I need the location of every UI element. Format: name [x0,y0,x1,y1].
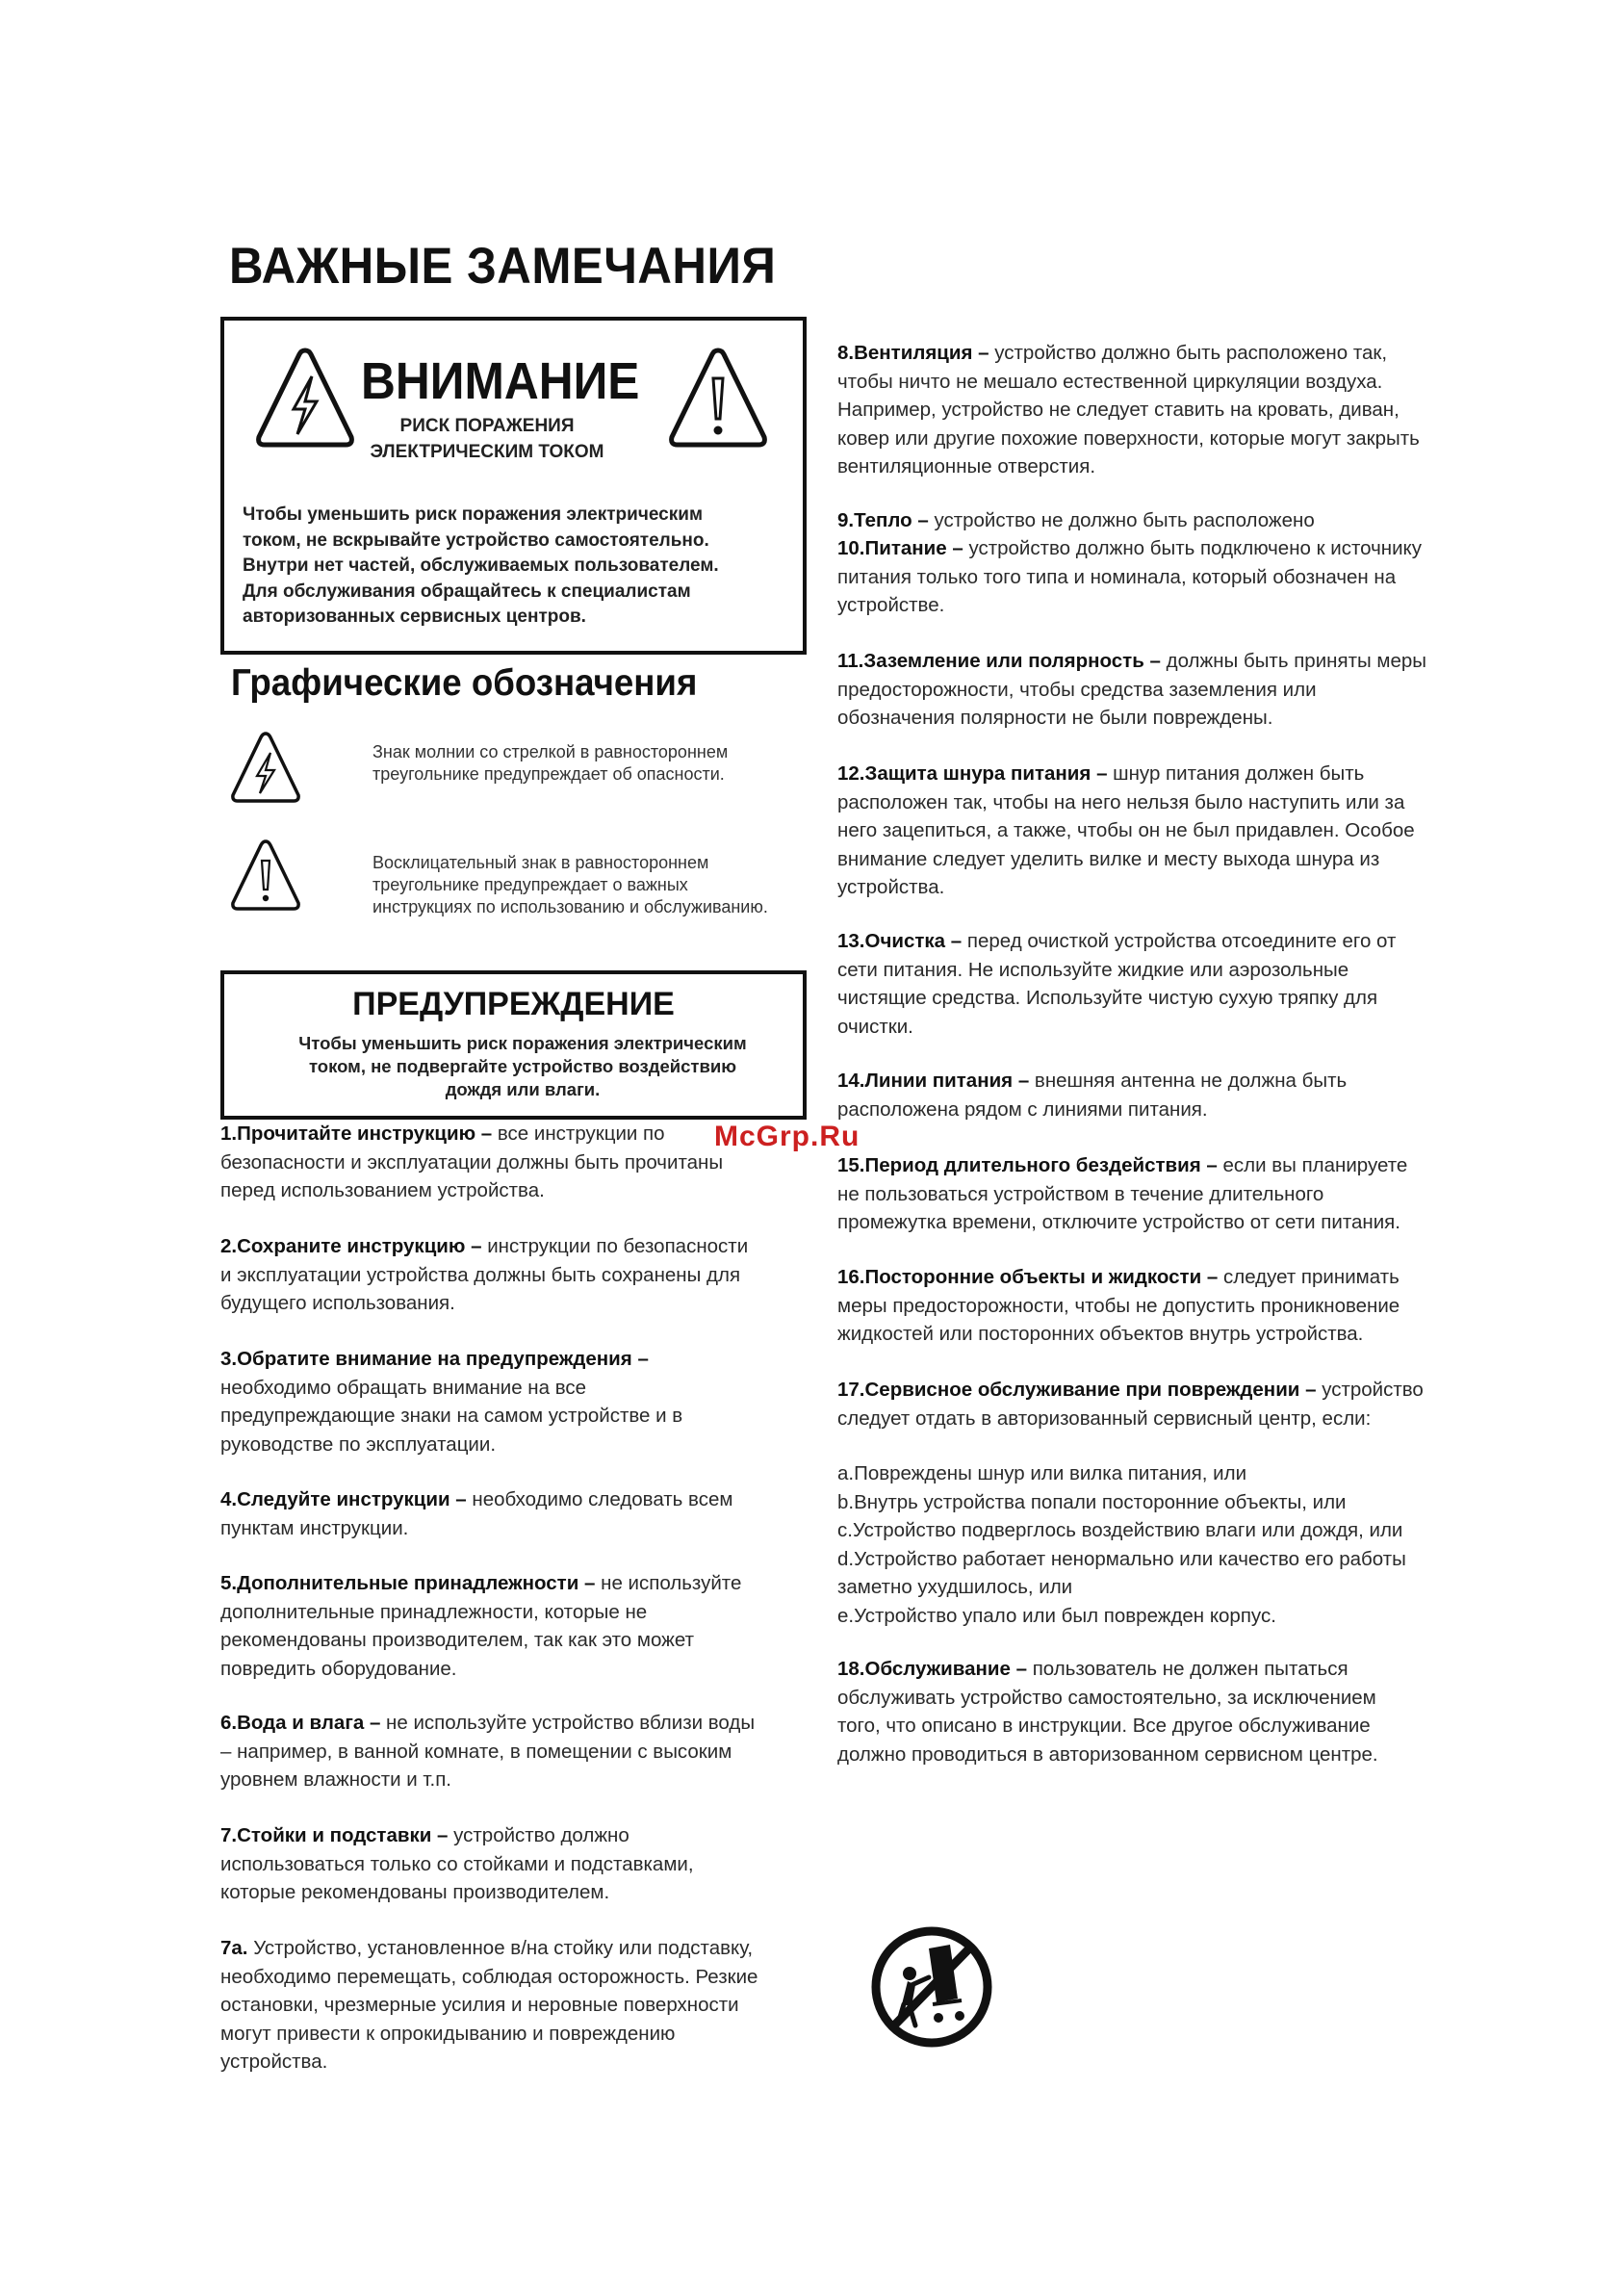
instruction-text: и эксплуатации устройства должны быть сохранены для будущего использования. [220,1263,741,1314]
instruction-text: – например, в ванной комнате, в помещении с высоким уровнем влажности и т.п. [220,1740,732,1791]
caution-box [220,970,807,1120]
cart-tip-over-warning-icon [869,1923,994,2051]
instruction-text: если вы планируете [1217,1154,1408,1176]
instruction-item [837,534,1511,620]
instruction-text: все инструкции по [492,1122,665,1145]
instruction-heading: 12.Защита шнура питания – [837,762,1108,785]
instruction-text: необходимо обращать внимание на все предупреждающие знаки на самом устройстве и в руководстве по эксплуатации. [220,1376,683,1456]
instruction-item [837,339,1511,481]
instruction-text: следует отдать в авторизованный сервисный центр, если: [837,1406,1372,1430]
instruction-heading: 10.Питание – [837,537,963,559]
instruction-text: внешняя антенна не должна быть [1029,1070,1348,1092]
instruction-heading: 7a. [220,1937,248,1959]
page-title: ВАЖНЫЕ ЗАМЕЧАНИЯ [229,238,777,295]
instruction-text: шнур питания должен быть [1107,762,1365,785]
instruction-text: не используйте устройство вблизи воды [380,1712,756,1734]
instruction-text: расположена рядом с линиями питания. [837,1097,1208,1121]
instruction-heading: 7.Стойки и подставки – [220,1824,449,1846]
instruction-text: меры предосторожности, чтобы не допустить проникновение жидкостей или посторонних объектов внутрь устройства. [837,1294,1400,1345]
instruction-text: обслуживать устройство самостоятельно, за исключением того, что описано в инструкции. Все другое обслуживание должно проводиться в авторизованном сервисном центре. [837,1686,1378,1766]
instruction-text: перед очисткой устройства отсоедините его от [962,930,1397,952]
instruction-heading: 16.Посторонние объекты и жидкости – [837,1266,1219,1288]
instruction-text: не пользоваться устройством в течение длительного промежутка времени, отключите устройство от сети питания. [837,1182,1400,1233]
instruction-text: необходимо перемещать, соблюдая осторожность. Резкие остановки, чрезмерные усилия и неровные поверхности могут привести к опрокидыванию и повреждению устройства. [220,1965,758,2073]
instruction-heading: 17.Сервисное обслуживание при повреждении – [837,1379,1317,1401]
instruction-heading: 14.Линии питания – [837,1070,1030,1092]
instruction-text: безопасности и эксплуатации должны быть прочитаны перед использованием устройства. [220,1150,724,1201]
instruction-text: сети питания. Не используйте жидкие или аэрозольные чистящие средства. Используйте чистую сухую тряпку для очистки. [837,958,1378,1038]
warning-box [220,317,807,655]
caution-body: Чтобы уменьшить риск поражения электрическим током, не подвергайте устройство воздействию дождя или влаги. [298,1033,747,1099]
instruction-text: устройство должно [448,1824,629,1846]
caution-title: ПРЕДУПРЕЖДЕНИЕ [352,986,675,1022]
instruction-text: устройство должно быть расположено так, [989,342,1388,364]
warning-subtitle: РИСК ПОРАЖЕНИЯ ЭЛЕКТРИЧЕСКИМ ТОКОМ [370,416,604,462]
instruction-item [220,1232,817,1318]
instruction-heading: 8.Вентиляция – [837,342,989,364]
instruction-text: чтобы ничто не мешало естественной циркуляции воздуха. Например, устройство не следует ставить на кровать, диван, ковер или другие похожие поверхности, которые могут закрыть вентиляционные отверстия. [837,370,1420,477]
instruction-text: устройство не должно быть расположено [928,509,1315,531]
exclamation-symbol-description: Восклицательный знак в равностороннем треугольнике предупреждает о важных инструкциях по использованию и обслуживанию. [372,853,768,916]
instruction-item [837,927,1511,1041]
damage-conditions-list [837,1459,1511,1630]
instruction-text: инструкции по безопасности [481,1235,749,1257]
warning-body: Чтобы уменьшить риск поражения электрическим током, не вскрывайте устройство самостоятельно. Внутри нет частей, обслуживаемых пользователем. Для обслуживания обращайтесь к специалистам авторизованных сервисных центров. [243,504,719,627]
instruction-heading: 9.Тепло – [837,509,929,531]
instruction-item [837,647,1511,733]
graphic-symbols-title: Графические обозначения [231,662,698,704]
instruction-item [837,1263,1511,1349]
exclamation-triangle-icon [668,346,768,451]
instruction-text: расположен так, чтобы на него нельзя было наступить или за него зацепиться, а также, чтобы он не был придавлен. Особое внимание следует уделить вилке и месту выхода шнура из устройства. [837,790,1415,898]
instruction-text: пользователь не должен пытаться [1027,1658,1348,1680]
instruction-item [220,1345,817,1458]
instruction-text: необходимо следовать всем [466,1488,733,1510]
instruction-text: предосторожности, чтобы средства заземления или обозначения полярности не были повреждены. [837,678,1317,729]
instruction-text: устройство должно быть подключено к источнику [963,537,1422,559]
instruction-heading: 15.Период длительного бездействия – [837,1154,1218,1176]
lightning-triangle-icon [255,346,355,451]
instruction-item [837,506,1511,535]
instruction-heading: 4.Следуйте инструкции – [220,1488,467,1510]
exclamation-triangle-icon [230,838,301,915]
instruction-item [220,1709,817,1794]
instruction-item [220,1485,817,1542]
instruction-item [220,1821,817,1907]
instruction-heading: 3.Обратите внимание на предупреждения – [220,1348,649,1370]
lightning-triangle-icon [230,730,301,807]
instruction-text: следует принимать [1218,1266,1400,1288]
instruction-text: Устройство, установленное в/на стойку или подставку, [247,1937,754,1959]
instruction-item [837,1376,1511,1432]
instruction-text: должны быть приняты меры [1160,650,1427,672]
instruction-text: питания только того типа и номинала, который обозначен на устройстве. [837,565,1397,616]
instruction-text: устройство [1316,1379,1424,1401]
instruction-text: b.Внутрь устройства попали посторонние объекты, или c.Устройство подверглось воздействию влаги или дождя, или d.Устройство работает ненормально или качество его работы заметно ухудшилось, или e.Устройство упало или был поврежден корпус. [837,1490,1406,1627]
instruction-heading: 2.Сохраните инструкцию – [220,1235,482,1257]
instruction-item [837,760,1511,902]
instruction-text: дополнительные принадлежности, которые не рекомендованы производителем, так как это может повредить оборудование. [220,1600,694,1680]
instruction-heading: 6.Вода и влага – [220,1712,381,1734]
instruction-item [837,1151,1511,1237]
instruction-heading: 13.Очистка – [837,930,963,952]
instruction-heading: 1.Прочитайте инструкцию – [220,1122,493,1145]
instruction-item [220,1569,817,1683]
warning-title: ВНИМАНИЕ [361,352,640,410]
instruction-text: a.Повреждены шнур или вилка питания, или [837,1462,1247,1484]
instruction-item [220,1934,817,2077]
lightning-symbol-description: Знак молнии со стрелкой в равностороннем треугольнике предупреждает об опасности. [372,742,729,784]
instruction-heading: 11.Заземление или полярность – [837,650,1161,672]
instruction-item [837,1067,1511,1123]
instruction-text: не используйте [595,1572,742,1594]
watermark-text: McGrp.Ru [714,1121,860,1152]
instruction-text: пунктам инструкции. [220,1516,409,1539]
instruction-text: использоваться только со стойками и подставками, которые рекомендованы производителем. [220,1852,694,1903]
instruction-heading: 18.Обслуживание – [837,1658,1027,1680]
instruction-heading: 5.Дополнительные принадлежности – [220,1572,596,1594]
instruction-item [837,1655,1511,1768]
